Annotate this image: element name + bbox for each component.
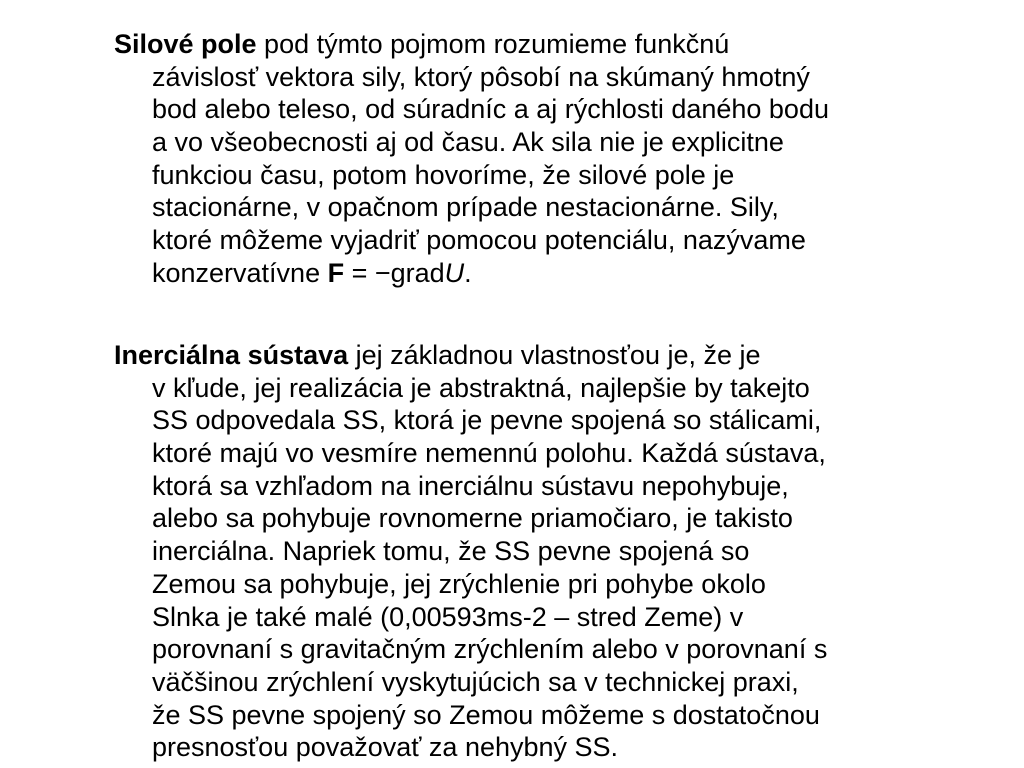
paragraph-first-line	[114, 339, 1024, 372]
line-text: porovnaní s gravitačným zrýchlením alebo v porovnaní s	[152, 634, 828, 665]
line-text: stacionárne, v opačnom prípade nestacionárne. Sily,	[152, 192, 779, 223]
term-inercialna-sustava: Inerciálna sústava	[114, 340, 349, 370]
line-text: SS odpovedala SS, ktorá je pevne spojená so stálicami,	[152, 405, 822, 436]
line-text: inerciálna. Napriek tomu, že SS pevne spojená so	[152, 536, 750, 567]
formula-end: .	[464, 257, 472, 288]
line-text: ktoré majú vo vesmíre nemennú polohu. Každá sústava,	[152, 438, 826, 469]
line-text: závislosť vektora sily, ktorý pôsobí na skúmaný hmotný	[152, 61, 810, 92]
paragraph-inercialna-sustava	[114, 339, 1024, 764]
line-text: funkciou času, potom hovoríme, že silové pole je	[152, 159, 735, 190]
line-text: presnosťou považovať za nehybný SS.	[152, 732, 619, 763]
line-text: Zemou sa pohybuje, jej zrýchlenie pri pohybe okolo	[152, 568, 766, 599]
line-text: bod alebo teleso, od súradníc a aj rýchlosti daného bodu	[152, 94, 829, 125]
formula-prefix: konzervatívne	[152, 257, 328, 288]
term-silove-pole: Silové pole	[114, 29, 257, 59]
line-text: že SS pevne spojený so Zemou môžeme s dostatočnou	[152, 699, 820, 730]
formula-line	[114, 257, 1024, 290]
formula-potential-symbol: U	[444, 257, 465, 288]
line-text: v kľude, jej realizácia je abstraktná, najlepšie by takejto	[152, 372, 810, 403]
line-text: ktoré môžeme vyjadriť pomocou potenciálu, nazývame	[152, 225, 806, 256]
line-text: väčšinou zrýchlení vyskytujúcich sa v technickej praxi,	[152, 666, 799, 697]
line-text: alebo sa pohybuje rovnomerne priamočiaro, je takisto	[152, 503, 793, 534]
line-text: ktorá sa vzhľadom na inerciálnu sústavu nepohybuje,	[152, 470, 789, 501]
line-text: jej základnou vlastnosťou je, že je	[348, 340, 761, 370]
line-text: pod týmto pojmom rozumieme funkčnú	[256, 29, 730, 59]
paragraph-silove-pole	[114, 28, 1024, 290]
formula-force-symbol: F	[327, 257, 345, 288]
paragraph-first-line	[114, 28, 1024, 61]
line-text: Slnka je také malé (0,00593ms-2 – stred Zeme) v	[152, 601, 744, 632]
formula-equals-grad: = −grad	[344, 257, 445, 288]
line-text: a vo všeobecnosti aj od času. Ak sila nie je explicitne	[152, 127, 784, 158]
